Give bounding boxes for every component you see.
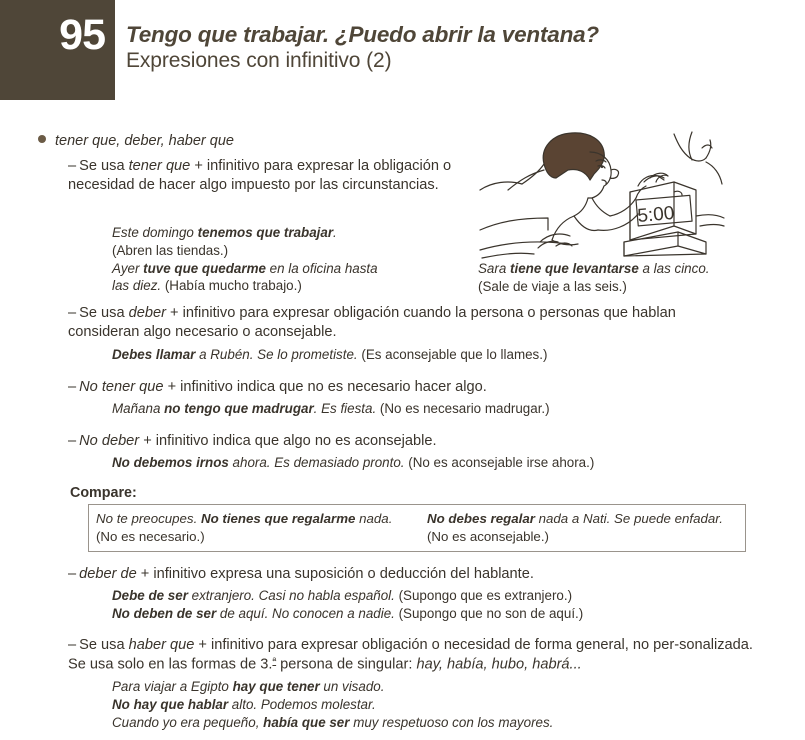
example-italic: Para viajar a Egipto [112, 679, 233, 694]
example-plain: (Es aconsejable que lo llames.) [361, 347, 548, 362]
example-bold: Debes llamar [112, 347, 196, 362]
unit-number-block [0, 0, 115, 100]
example-line [112, 346, 752, 364]
illustration-woman-alarm-clock [478, 130, 728, 260]
caption-bold: tiene que levantarse [510, 261, 639, 276]
example-italic-tail: muy respetuoso con los mayores. [349, 714, 554, 730]
examples-no-tener-que [112, 400, 752, 418]
unit-number: 95 [59, 11, 105, 59]
compare-plain: (No es aconsejable.) [427, 529, 549, 545]
compare-line [96, 528, 426, 546]
example-line [112, 714, 772, 732]
example-plain: (Abren las tiendas.) [112, 242, 229, 258]
example-italic: Ayer [112, 260, 144, 276]
figure-caption-line2 [478, 278, 710, 296]
compare-bold: No debes regalar [427, 511, 535, 526]
clock-digits: 5:00 [636, 202, 676, 227]
examples-deber-de [112, 587, 752, 623]
example-plain: (No es aconsejable irse ahora.) [408, 455, 595, 470]
compare-line [427, 528, 743, 546]
example-line [112, 260, 472, 278]
page-subtitle: Expresiones con infinitivo (2) [126, 49, 392, 73]
compare-italic-tail: nada a Nati. Se puede enfadar. [534, 511, 723, 526]
example-italic-tail: de aquí. No conocen a nadie. [216, 605, 399, 621]
rule-no-tener-que [68, 378, 744, 397]
example-bold: hay que tener [232, 679, 320, 694]
rule-emphasis: deber de [79, 566, 137, 582]
example-line [112, 454, 752, 472]
example-line [112, 242, 472, 260]
compare-bold: No tienes que regalarme [200, 511, 356, 526]
rule-text-a: Se usa [79, 637, 129, 653]
rule-text-b: + infinitivo para expresar la obligación o necesidad de hacer algo impuesto por las circunstancias. [68, 158, 452, 194]
caption-italic: Sara [478, 261, 511, 276]
rule-dash: – [68, 433, 77, 449]
example-line [112, 400, 752, 418]
example-italic-tail: extranjero. Casi no habla español. [187, 588, 399, 603]
rule-text-b: + infinitivo para expresar obligación o necesidad de forma general, no per-sonalizada. Se usa solo en las formas de 3. [68, 637, 753, 673]
rule-text-b: + infinitivo para expresar obligación cuando la persona o personas que hablan consideran algo necesario o aconsejable. [68, 305, 676, 341]
example-line [112, 277, 472, 295]
compare-box [88, 504, 746, 552]
rule-dash: – [68, 305, 77, 321]
rule-deber [68, 304, 744, 343]
compare-label: Compare: [70, 485, 137, 501]
example-plain: (Supongo que no son de aquí.) [398, 605, 584, 621]
example-italic-tail: alto. Podemos molestar. [228, 696, 376, 712]
rule-emphasis: No tener que [79, 379, 164, 395]
example-bold: Debe de ser [112, 588, 188, 603]
rule-text-b: + infinitivo indica que no es necesario hacer algo. [163, 379, 487, 395]
rule-text-b: + infinitivo expresa una suposición o deducción del hablante. [136, 566, 534, 582]
rule-no-deber [68, 432, 744, 451]
rule-deber-de [68, 565, 744, 584]
examples-tener-que [112, 224, 472, 295]
compare-column-right [427, 510, 743, 547]
example-italic-tail: a Rubén. Se lo prometiste. [195, 347, 362, 362]
rule-dash: – [68, 637, 77, 653]
example-bold: No hay que hablar [112, 696, 229, 712]
page-title: Tengo que trabajar. ¿Puedo abrir la ventana? [126, 22, 599, 47]
example-italic: las diez. [112, 278, 165, 294]
examples-deber [112, 346, 752, 364]
compare-plain: (No es necesario.) [96, 529, 205, 545]
figure-caption [478, 260, 710, 296]
examples-no-deber [112, 454, 752, 472]
rule-emphasis: No deber [79, 433, 140, 449]
example-italic-tail: ahora. Es demasiado pronto. [228, 455, 409, 470]
rule-emphasis: tener que [128, 158, 191, 174]
figure-caption-line1 [478, 260, 710, 278]
compare-italic: No te preocupes. [96, 511, 201, 526]
rule-text-a: Se usa [79, 305, 129, 321]
rule-text-a: Se usa [79, 158, 129, 174]
example-plain: (No es necesario madrugar.) [379, 401, 550, 416]
compare-line [427, 510, 743, 528]
example-italic-tail: . Es fiesta. [313, 401, 380, 416]
example-italic: Mañana [112, 401, 165, 416]
example-line [112, 696, 772, 714]
ordinal-superscript: ª [272, 656, 277, 668]
rule-emphasis: haber que [128, 637, 195, 653]
rule-text-c: persona de singular: [276, 656, 417, 673]
bullet-icon [38, 135, 46, 143]
compare-italic-tail: nada. [355, 511, 393, 526]
compare-column-left [96, 510, 426, 547]
example-italic-tail: en la oficina hasta [265, 260, 378, 276]
topic-heading [38, 133, 234, 149]
example-italic-tail: un visado. [319, 679, 385, 694]
example-bold: tenemos que trabajar [197, 225, 334, 240]
example-bold: No deben de ser [112, 605, 217, 621]
example-line [112, 587, 752, 605]
example-line [112, 678, 772, 696]
compare-line [96, 510, 426, 528]
example-plain: (Había mucho trabajo.) [164, 278, 302, 294]
page-header [0, 0, 805, 100]
example-line [112, 605, 752, 623]
example-bold: tuve que quedarme [143, 260, 266, 276]
rule-dash: – [68, 158, 77, 174]
example-italic: Este domingo [112, 225, 198, 240]
example-bold: no tengo que madrugar [164, 401, 314, 416]
topic-label: tener que, deber, haber que [55, 133, 234, 149]
caption-italic-tail: a las cinco. [638, 261, 710, 276]
rule-emphasis: deber [128, 305, 166, 321]
example-plain: (Supongo que es extranjero.) [398, 588, 573, 603]
header-titles [126, 22, 599, 73]
rule-dash: – [68, 379, 77, 395]
rule-emphasis-tail: hay, había, hubo, habrá... [416, 656, 582, 673]
rule-tener-que [68, 157, 458, 196]
rule-text-b: + infinitivo indica que algo no es aconsejable. [139, 433, 437, 449]
example-bold: No debemos irnos [112, 455, 229, 470]
example-italic-tail: . [333, 225, 337, 240]
rule-dash: – [68, 566, 77, 582]
examples-haber-que [112, 678, 772, 731]
caption-plain: (Sale de viaje a las seis.) [478, 278, 627, 294]
example-italic: Cuando yo era pequeño, [112, 714, 264, 730]
rule-haber-que [68, 636, 758, 675]
example-bold: había que ser [263, 714, 350, 730]
example-line [112, 224, 472, 242]
